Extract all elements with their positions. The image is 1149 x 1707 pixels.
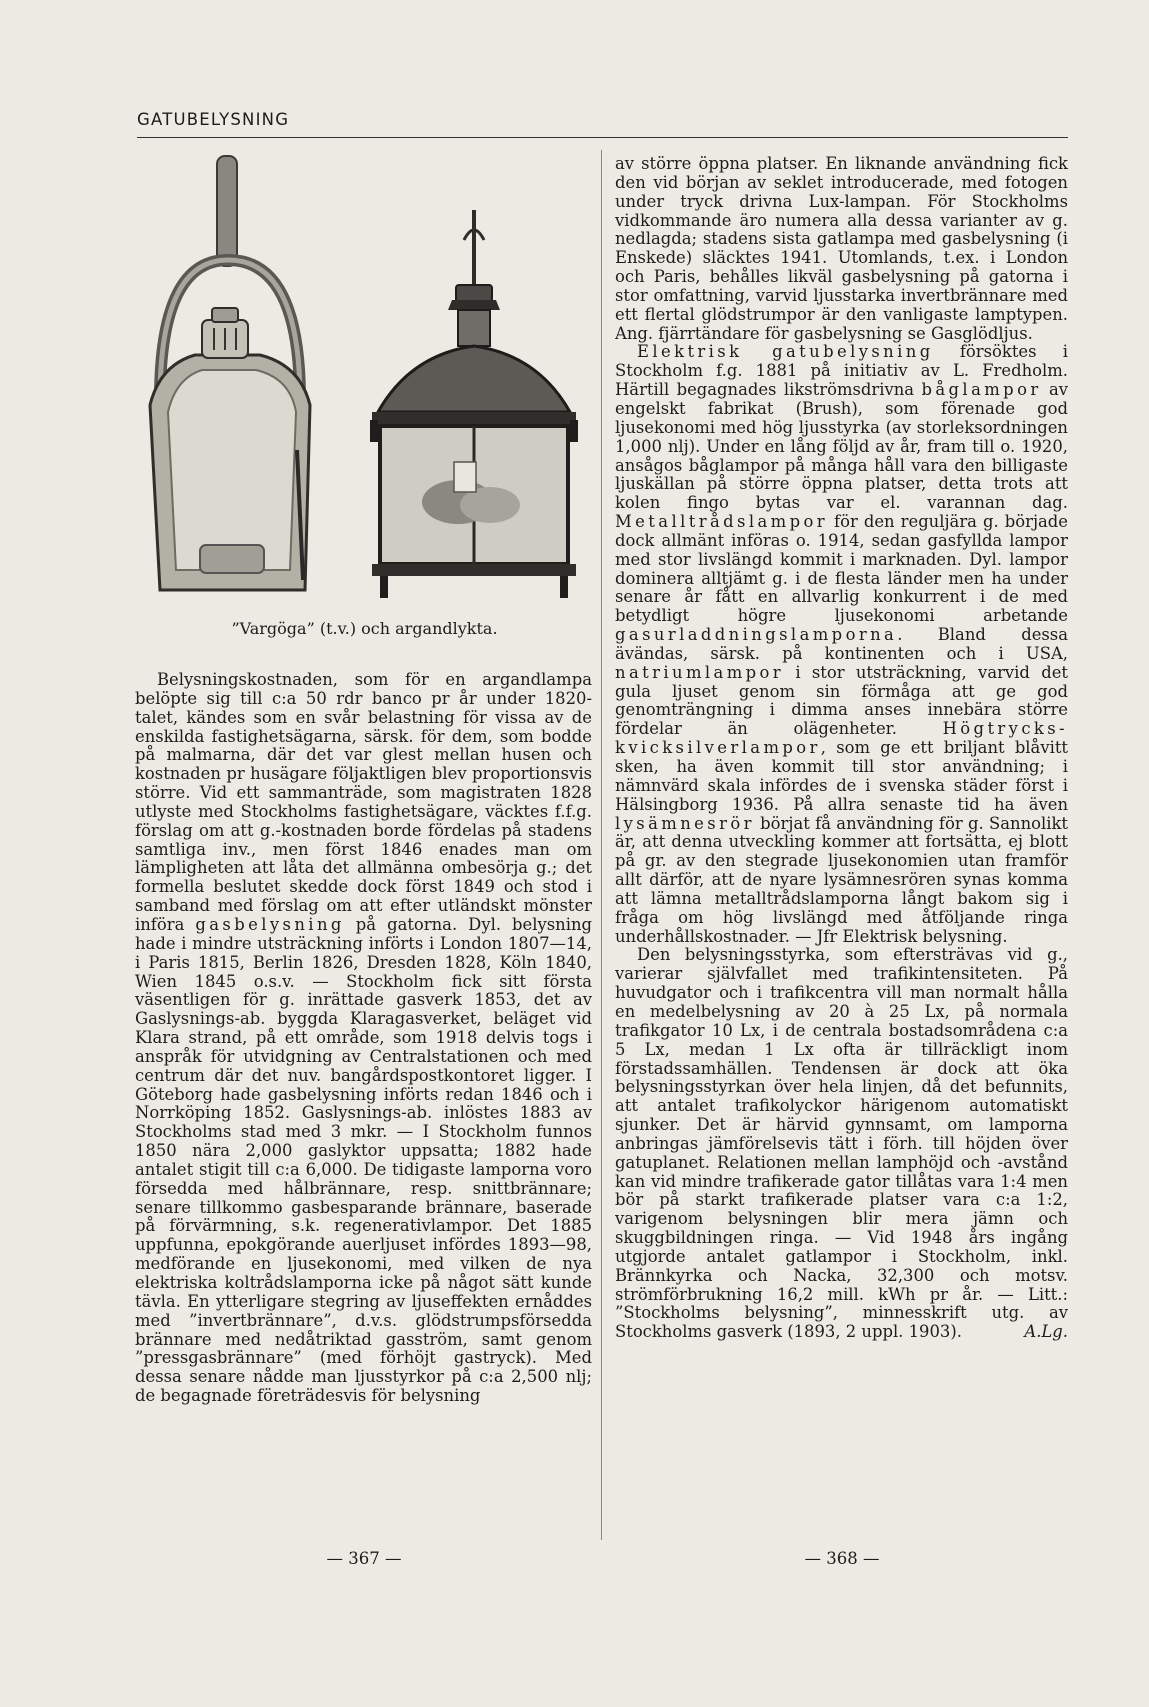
right-paragraph-illuminance: Den belysningsstyrka, som eftersträvas vid g., varierar självfallet med trafikintensiteten. På huvudgator och i trafikcentra vill man normalt hålla en medelbelysning av 20 à 25 Lx, på normala trafikgator 10 Lx, i de centrala bostadsområdena c:a 5 Lx, medan 1 Lx ofta är tillräckligt inom förstadssamhällen. Tendensen är dock att öka belysningsstyrkan över hela linjen, då det befunnits, att antalet trafikolyckor härigenom automatiskt sjunker. Det är härvid gynnsamt, om lamporna anbringas jämförelsevis tätt i förh. till höjden över gatuplanet. Relationen mellan lamphöjd och -avstånd kan vid mindre trafikerade gator tillåtas vara 1:4 men bör på starkt trafikerade platser vara c:a 1:2, varigenom belysningen blir mera jämn och skuggbildningen ringa. — Vid 1948 års ingång utgjorde antalet gatlampor i Stockholm, inkl. Brännkyrka och Nacka, 32,300 och motsv. strömförbrukning 16,2 mill. kWh pr år. — Litt.: ”Stockholms belysning”, minnesskrift utg. av Stockholms gasverk (1893, 2 uppl. 1903). A.Lg. — [615, 945, 1068, 1342]
right-column — [615, 155, 1068, 1342]
column-divider — [601, 150, 602, 1540]
argand-lantern-icon — [370, 210, 578, 598]
right-paragraph-continued: av större öppna platser. En liknande användning fick den vid början av seklet introducerade, med fotogen under tryck drivna Lux-lampan. För Stockholms vidkommande äro numera alla dessa varianter av g. nedlagda; stadens sista gatlampa med gasbelysning (i Enskede) släcktes 1941. Utomlands, t.ex. i London och Paris, behålles likväl gasbelysning på gatorna i stor omfattning, varvid ljusstarka invertbrännare med ett flertal glödstrumpor är den vanligaste lamptypen. Ang. fjärrtändare för gasbelysning se Gasglödljus. — [615, 154, 1068, 343]
vargoga-lantern-icon — [150, 156, 310, 590]
figure-caption: ”Vargöga” (t.v.) och argandlykta. — [231, 619, 498, 638]
author-signature: A.Lg. — [1024, 1322, 1068, 1342]
left-paragraph: Belysningskostnaden, som för en argandlampa belöpte sig till c:a 50 rdr banco pr år under 1820-talet, kändes som en svår belastning för vissa av de enskilda fastighetsägarna, särsk. för dem, som bodde på malmarna, där det var glest mellan husen och kostnaden pr husägare följaktligen blev proportionsvis större. Vid ett sammanträde, som magistraten 1828 utlyste med Stockholms fastighetsägare, väcktes f.f.g. förslag om att g.-kostnaden borde fördelas på stadens samtliga inv., men först 1846 enades man om lämpligheten att låta det allmänna ombesörja g.; det formella beslutet skedde dock först 1849 och stod i samband med förslag om att efter utländskt mönster införa gasbelysning på gatorna. Dyl. belysning hade i mindre utsträckning införts i London 1807—14, i Paris 1815, Berlin 1826, Dresden 1828, Köln 1840, Wien 1845 o.s.v. — Stockholm fick sitt första väsentligen för g. inrättade gasverk 1853, det av Gaslysnings-ab. byggda Klaragasverket, beläget vid Klara strand, på ett område, som 1918 delvis togs i anspråk för utvidgning av Centralstationen och med centrum där det nuv. bangårdspostkontoret ligger. I Göteborg hade gasbelysning införts redan 1846 och i Norrköping 1852. Gaslysnings-ab. inlöstes 1883 av Stockholms stad med 3 mkr. — I Stockholm funnos 1850 nära 2,000 gaslyktor uppsatta; 1882 hade antalet stigit till c:a 6,000. De tidigaste lamporna voro försedda med hålbrännare, resp. snittbrännare; senare tillkommo gasbesparande brännare, baserade på förvärmning, s.k. regenerativlampor. Det 1885 uppfunna, epokgörande auerljuset infördes 1893—98, medförande en ljusekonomi, med vilken de nya elektriska koltrådslamporna icke på något sätt kunde tävla. En ytterligare stegring av ljuseffekten ernåddes med ”invertbrännare”, d.v.s. glödstrumpsförsedda brännare med nedåtriktad gasström, samt genom ”pressgasbrännare” (med förhöjt gastryck). Med dessa senare nådde man ljusstyrkor på c:a 2,500 nlj; de begagnade företrädesvis för belysning — [135, 670, 592, 1406]
page-number-right: — 368 — — [804, 1549, 880, 1568]
left-column — [135, 671, 592, 1406]
right-paragraph-electric: Elektrisk gatubelysning försöktes i Stockholm f.g. 1881 på initiativ av L. Fredholm. Härtill begagnades likströmsdrivna båglampor av engelskt fabrikat (Brush), som förenade god ljusekonomi med hög ljusstyrka (av storleksordningen 1,000 nlj). Under en lång följd av år, fram till o. 1920, ansågos båglampor på många håll vara den billigaste ljuskällan på större öppna platser, detta trots att kolen fingo bytas var el. varannan dag. Metalltrådslampor för den reguljära g. började dock allmänt införas o. 1914, sedan gasfyllda lampor med stor livslängd kommit i marknaden. Dyl. lampor dominera alltjämt g. i de flesta länder men ha under senare år fått en allvarlig konkurrent i de med betydligt högre ljusekonomi arbetande gasurladdningslamporna. Bland dessa ävändas, särsk. på kontinenten och i USA, natriumlampor i stor utsträckning, varvid det gula ljuset genom sin förmåga att ge god genomträngning i dimma anses innebära större fördelar än olägenheter. Högtrycks-kvicksilverlampor, som ge ett briljant blåvitt sken, ha även kommit till stor användning; i nämnvärd skala infördes de i svenska städer först i Hälsingborg 1936. På allra senaste tid ha även lysämnesrör börjat få användning för g. Sannolikt är, att denna utveckling kommer att fortsätta, ej blott på gr. av den stegrade ljusekonomien utan framför allt därför, att de nyare lysämnesrören synas komma att lämna metalltrådslamporna långt bakom sig i fråga om hög livslängd med åtföljande ringa underhållskostnader. — Jfr Elektrisk belysning. — [615, 342, 1069, 946]
running-header: GATUBELYSNING — [137, 110, 290, 129]
page-number-left: — 367 — — [326, 1549, 402, 1568]
header-rule — [137, 137, 1068, 138]
lanterns-illustration — [140, 150, 590, 620]
